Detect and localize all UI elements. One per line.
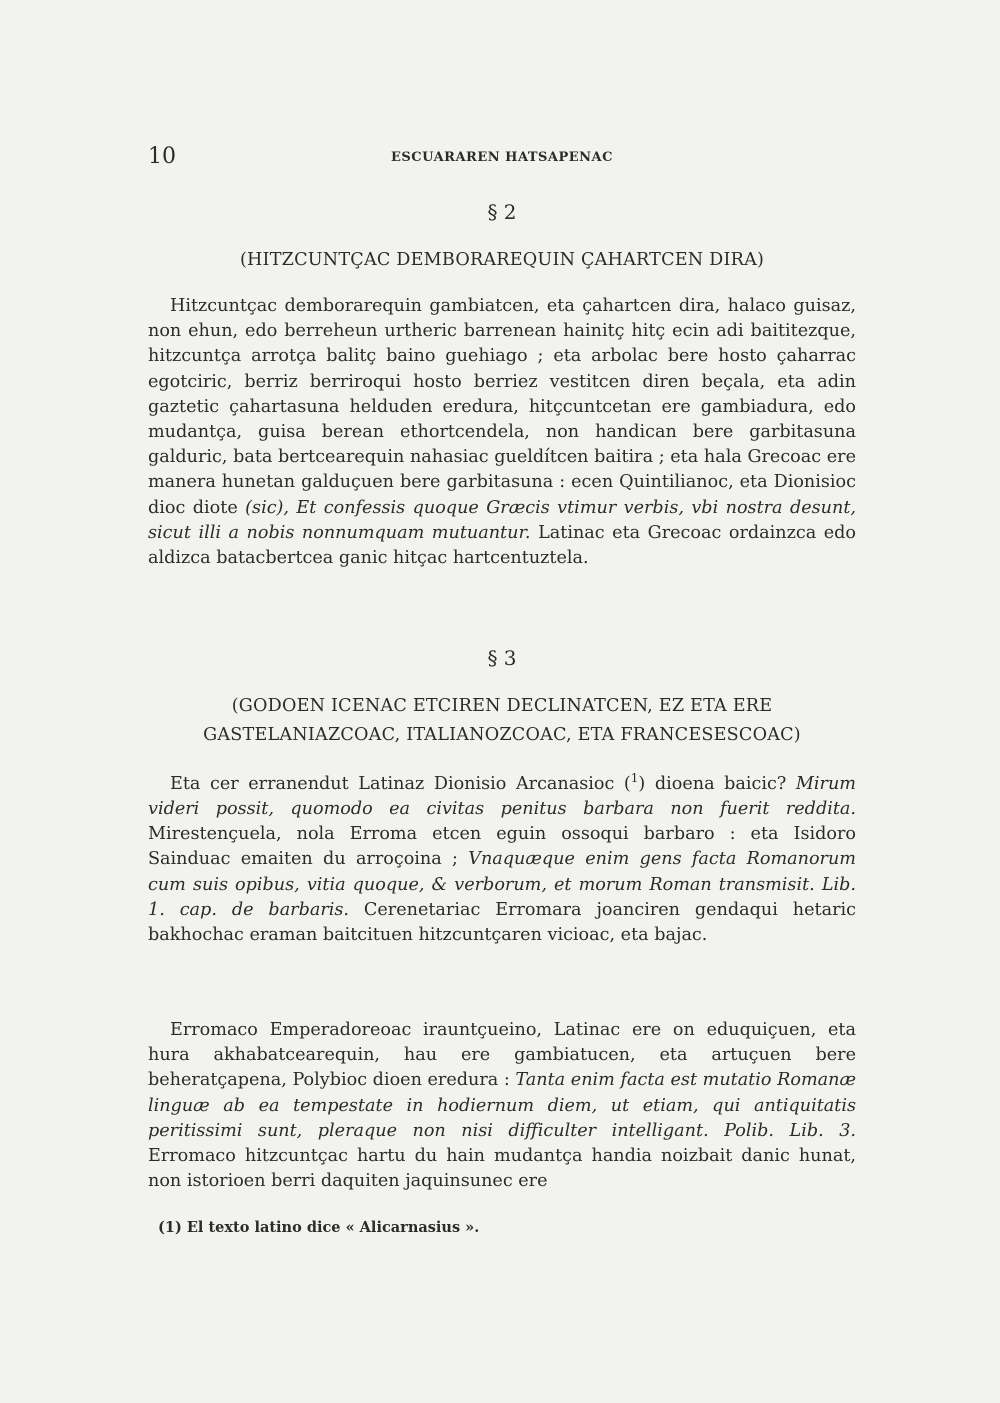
latin-quote: (sic), Et confessis quoque Græcis vtimur verbis, vbi nostra desunt, sicut illi a nobis nonnumquam mutuantur. <box>148 497 857 543</box>
section-3-paragraph-2: Erromaco Emperadoreoac irauntçueino, Latinac ere on eduquiçuen, eta hura akhabatcearequin, hau ere gambiatucen, eta artuçuen bere beheratçapena, Polybioc dioen eredura : Tanta enim facta est mutatio Romanæ linguæ ab ea tempestate in hodiernum diem, ut etiam, qui antiquitatis peritissimi sunt, pleraque non nisi difficulter intelligant. Polib. Lib. 3. Erromaco hitzcuntçac hartu du hain mudantça handia noizbait danic hunat, non istorioen berri daquiten jaquinsunec ere <box>148 1020 856 1192</box>
section-3-title-line-1: (GODOEN ICENAC ETCIREN DECLINATCEN, EZ ETA ERE <box>231 696 773 716</box>
latin-quote: Mirum videri possit, quomodo ea civitas penitus barbara non fuerit reddita. <box>148 773 856 820</box>
section-2-paragraph: Hitzcuntçac demborarequin gambiatcen, eta çahartcen dira, halaco guisaz, non ehun, edo berreheun urtheric barrenean hainitç hitç ecin adi baititezque, hitzcuntça arrotça balitç baino guehiago ; eta arbolac bere hosto çaharrac egotciric, berriz berriroqui hosto berriez vestitcen diren beçala, eta adin gaztetic çahartasuna helduden eredura, hitçcuntcetan ere gambiadura, edo mudantça, guisa berean ethortcendela, non handican bere garbitasuna galduric, bata bertcearequin nahasiac gueldítcen baitira ; eta hala Grecoac ere manera hunetan galduçuen bere garbitasuna : ecen Quintilianoc, eta Dionisioc dioc diote (sic), Et confessis quoque Græcis vtimur verbis, vbi nostra desunt, sicut illi a nobis nonnumquam mutuantur. Latinac eta Grecoac ordainzca edo aldizca batacbertcea ganic hitçac hartcentuztela. <box>148 296 857 569</box>
latin-quote: Tanta enim facta est mutatio Romanæ linguæ ab ea tempestate in hodiernum diem, ut etiam, qui antiquitatis peritissimi sunt, pleraque non nisi difficulter intelligant. Polib. Lib. 3. <box>148 1070 856 1141</box>
running-head: ESCUARAREN HATSAPENAC <box>391 150 613 165</box>
latin-quote: Vnaquæque enim gens facta Romanorum cum suis opibus, vitia quoque, & verborum, et morum Roman transmisit. Lib. 1. cap. de barbaris. <box>148 849 856 920</box>
section-2-title: (HITZCUNTÇAC DEMBORAREQUIN ÇAHARTCEN DIRA) <box>239 250 765 270</box>
footnote-reference: 1 <box>630 771 639 785</box>
section-2-mark: § 2 <box>487 200 517 224</box>
page-header <box>148 144 856 174</box>
page-number: 10 <box>148 144 176 169</box>
section-3-title <box>148 692 856 750</box>
footnote: (1) El texto latino dice « Alicarnasius ». <box>158 1219 480 1236</box>
section-3-title-line-2: GASTELANIAZCOAC, ITALIANOZCOAC, ETA FRANCESESCOAC) <box>203 725 801 745</box>
section-3-paragraph-1: Eta cer erranendut Latinaz Dionisio Arcanasioc ($^1$) dioena baicic? Mirum videri possit, quomodo ea civitas penitus barbara non fuerit reddita. Mirestençuela, nola Erroma etcen eguin ossoqui barbaro : eta Isidoro Sainduac emaiten du arroçoina ; Vnaquæque enim gens facta Romanorum cum suis opibus, vitia quoque, & verborum, et morum Roman transmisit. Lib. 1. cap. de barbaris. Cerenetariac Erromara joanciren gendaqui hetaric bakhochac eraman baitcituen hitzcuntçaren vicioac, eta bajac. <box>148 771 856 946</box>
section-3-mark: § 3 <box>487 646 517 670</box>
